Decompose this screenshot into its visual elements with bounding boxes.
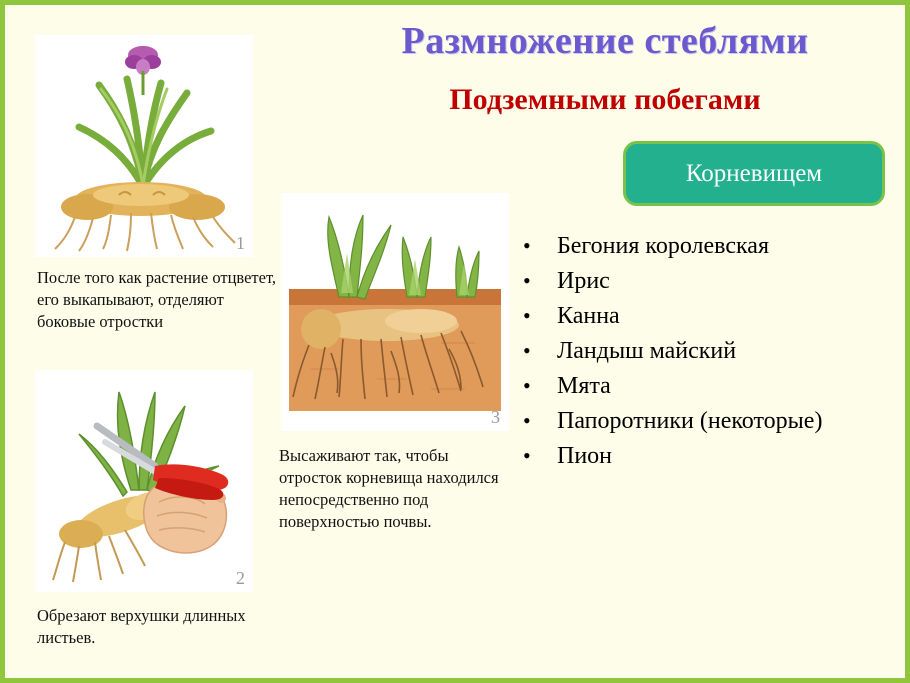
svg-text:2: 2 <box>236 568 245 588</box>
trimming-leaves-illustration <box>35 370 253 592</box>
bullet-icon: • <box>523 338 531 363</box>
list-item <box>523 408 910 443</box>
list-item <box>523 303 910 338</box>
figure-3-caption: Высаживают так, чтобы отросток корневища находился непосредственно под поверхностью почвы. <box>279 446 499 531</box>
list-item-label: Ландыш майский <box>557 338 737 364</box>
planting-rhizome-illustration <box>281 193 509 431</box>
list-item <box>523 373 910 408</box>
status-badge <box>623 141 885 206</box>
slide-content <box>5 5 905 678</box>
bullet-icon: • <box>523 268 531 293</box>
svg-text:1: 1 <box>236 233 245 253</box>
list-item-label: Ирис <box>557 268 610 294</box>
list-item-label: Пион <box>557 443 613 469</box>
list-item-label: Бегония королевская <box>557 233 769 259</box>
list-item-label: Папоротники (некоторые) <box>557 408 823 434</box>
figure-2-caption: Обрезают верхушки длинных листьев. <box>37 606 246 647</box>
list-item <box>523 443 910 478</box>
page-subtitle: Подземными побегами <box>449 83 761 116</box>
figure-1-caption: После того как растение отцветет, его выкапывают, отделяют боковые отростки <box>37 268 277 331</box>
bullet-icon: • <box>523 303 531 328</box>
bullet-icon: • <box>523 373 531 398</box>
plant-list <box>523 233 910 478</box>
list-item <box>523 268 910 303</box>
list-item-label: Канна <box>557 303 620 329</box>
list-item-label: Мята <box>557 373 611 399</box>
tag-label: Корневищем <box>685 159 823 187</box>
list-item <box>523 338 910 373</box>
page-title: Размножение стеблями <box>401 20 809 62</box>
list-item <box>523 233 910 268</box>
svg-text:3: 3 <box>491 407 500 427</box>
bullet-icon: • <box>523 443 531 468</box>
iris-plant-with-rhizome-image <box>35 35 253 257</box>
iris-plant-illustration <box>35 35 253 257</box>
trimming-leaves-image <box>35 370 253 592</box>
bullet-icon: • <box>523 408 531 433</box>
planting-rhizome-image <box>281 193 509 431</box>
bullet-icon: • <box>523 233 531 258</box>
